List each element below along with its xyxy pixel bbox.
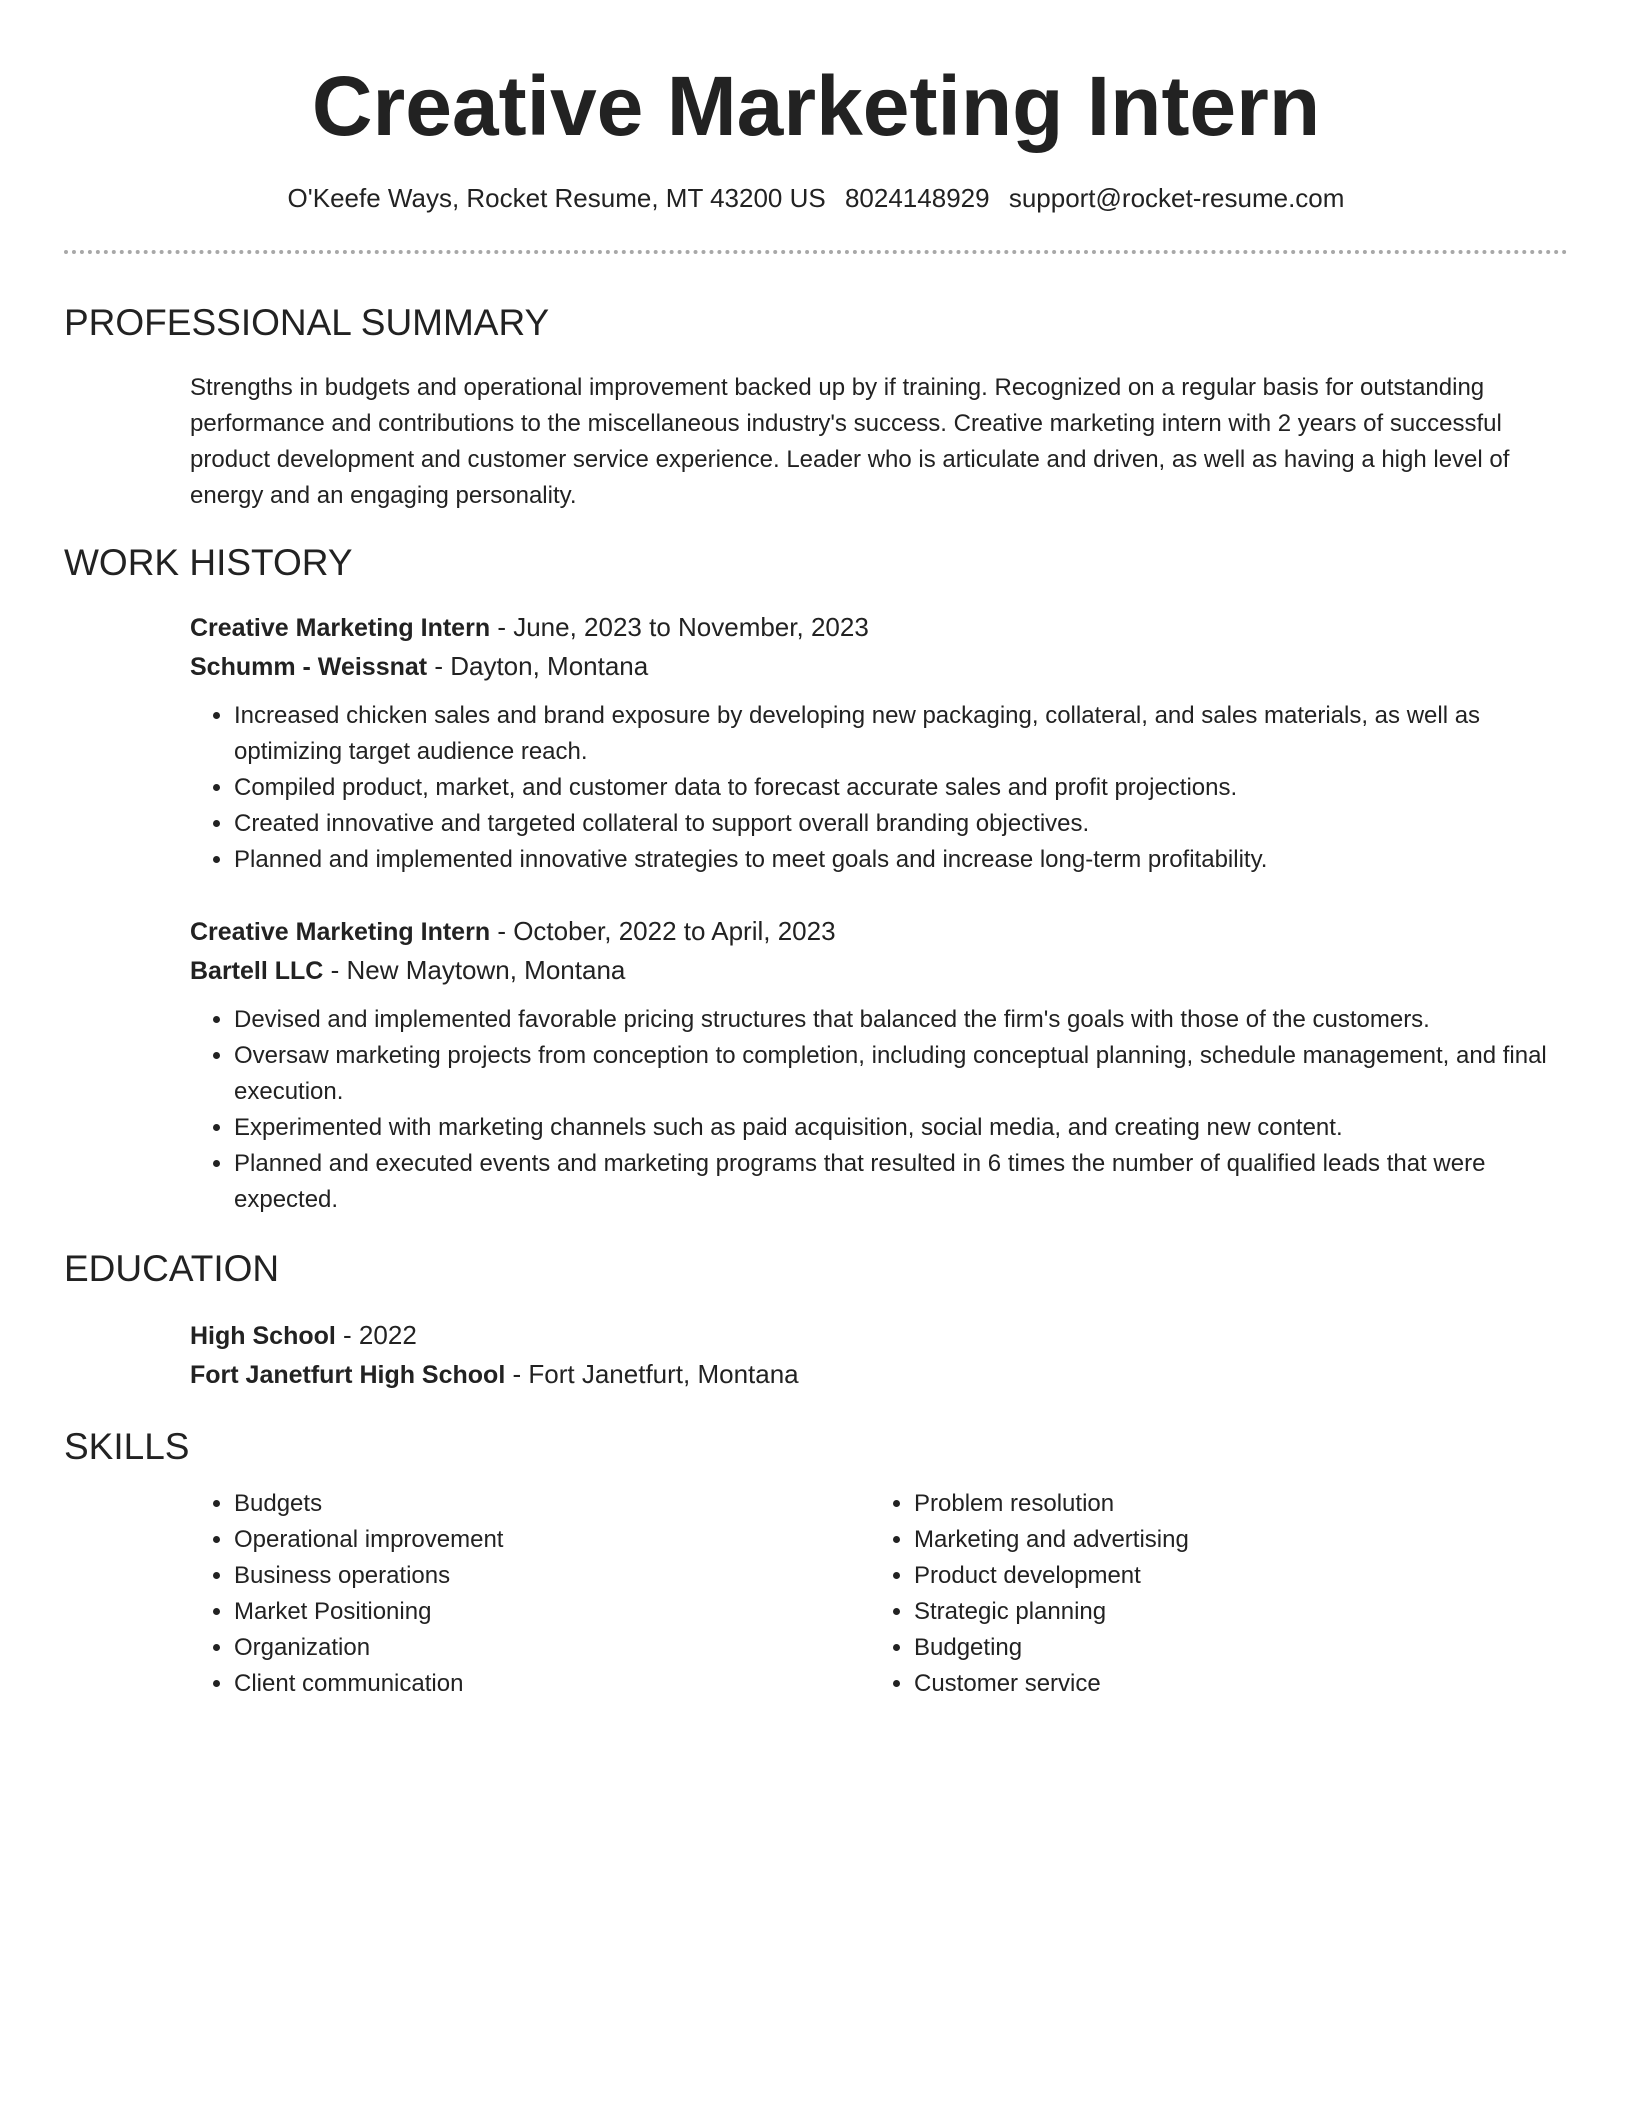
education-year: - 2022 (335, 1320, 417, 1350)
skills-list (190, 1486, 870, 1702)
education-school: Fort Janetfurt High School (190, 1361, 506, 1389)
education-location: - Fort Janetfurt, Montana (505, 1359, 799, 1389)
skills-section (64, 1422, 1568, 1702)
job-role-line (190, 608, 1568, 647)
job-bullet: • Experimented with marketing channels such as paid acquisition, social media, and creating new content. (234, 1110, 1568, 1146)
job-dates: - June, 2023 to November, 2023 (490, 612, 869, 642)
skill-item: • Market Positioning (234, 1594, 870, 1630)
education-entry (190, 1316, 1568, 1394)
skill-item: • Budgets (234, 1486, 870, 1522)
job-role: Creative Marketing Intern (190, 918, 491, 946)
job-location: - New Maytown, Montana (323, 955, 626, 985)
job-company-line (190, 647, 1568, 686)
skills-grid (190, 1486, 1568, 1702)
skill-item: • Organization (234, 1630, 870, 1666)
job-entry (190, 608, 1568, 878)
job-bullet: • Increased chicken sales and brand exposure by developing new packaging, collateral, and sales materials, as well as optimizing target audience reach. (234, 698, 1568, 770)
contact-line (64, 180, 1568, 216)
skills-title: SKILLS (64, 1426, 190, 1467)
summary-text: Strengths in budgets and operational improvement backed up by if training. Recognized on a regular basis for outstanding performance and contributions to the miscellaneous industry's success. Creative marketing intern with 2 years of successful product development and customer service experience. Leader who is articulate and driven, as well as having a high level of energy and an engaging personality. (190, 374, 1510, 509)
summary-title: PROFESSIONAL SUMMARY (64, 302, 550, 343)
skill-item: • Operational improvement (234, 1522, 870, 1558)
job-dates: - October, 2022 to April, 2023 (490, 916, 836, 946)
skill-item: • Marketing and advertising (914, 1522, 1550, 1558)
job-bullets (190, 698, 1568, 878)
skill-item: • Customer service (914, 1666, 1550, 1702)
skill-item: • Product development (914, 1558, 1550, 1594)
job-entry (190, 912, 1568, 1218)
job-company-line (190, 951, 1568, 990)
job-company: Schumm - Weissnat (190, 653, 428, 681)
skill-item: • Client communication (234, 1666, 870, 1702)
education-school-line (190, 1355, 1568, 1394)
skill-item: • Business operations (234, 1558, 870, 1594)
education-degree-line (190, 1316, 1568, 1355)
skill-item: • Problem resolution (914, 1486, 1550, 1522)
summary-section (64, 298, 1568, 514)
contact-email: support@rocket-resume.com (1008, 183, 1345, 213)
work-section (64, 538, 1568, 1218)
job-bullet: • Compiled product, market, and customer data to forecast accurate sales and profit projections. (234, 770, 1568, 806)
skill-item: • Budgeting (914, 1630, 1550, 1666)
contact-address: O'Keefe Ways, Rocket Resume, MT 43200 US (287, 183, 826, 213)
skills-column-left (190, 1486, 870, 1702)
job-role: Creative Marketing Intern (190, 614, 491, 642)
header-divider (64, 250, 1568, 254)
education-title: EDUCATION (64, 1248, 280, 1289)
work-title: WORK HISTORY (64, 542, 353, 583)
resume-name: Creative Marketing Intern (311, 59, 1321, 153)
education-degree: High School (190, 1322, 336, 1350)
job-bullet: • Devised and implemented favorable pricing structures that balanced the firm's goals with those of the customers. (234, 1002, 1568, 1038)
skill-item: • Strategic planning (914, 1594, 1550, 1630)
contact-phone: 8024148929 (844, 183, 990, 213)
job-bullet: • Planned and executed events and marketing programs that resulted in 6 times the number of qualified leads that were expected. (234, 1146, 1568, 1218)
job-bullets (190, 1002, 1568, 1218)
job-bullet: • Created innovative and targeted collateral to support overall branding objectives. (234, 806, 1568, 842)
job-bullet: • Oversaw marketing projects from conception to completion, including conceptual planning, schedule management, and final execution. (234, 1038, 1568, 1110)
skills-column-right (870, 1486, 1550, 1702)
job-company: Bartell LLC (190, 957, 324, 985)
job-bullet: • Planned and implemented innovative strategies to meet goals and increase long-term profitability. (234, 842, 1568, 878)
job-location: - Dayton, Montana (427, 651, 649, 681)
job-role-line (190, 912, 1568, 951)
education-section (64, 1244, 1568, 1394)
skills-list (870, 1486, 1550, 1702)
